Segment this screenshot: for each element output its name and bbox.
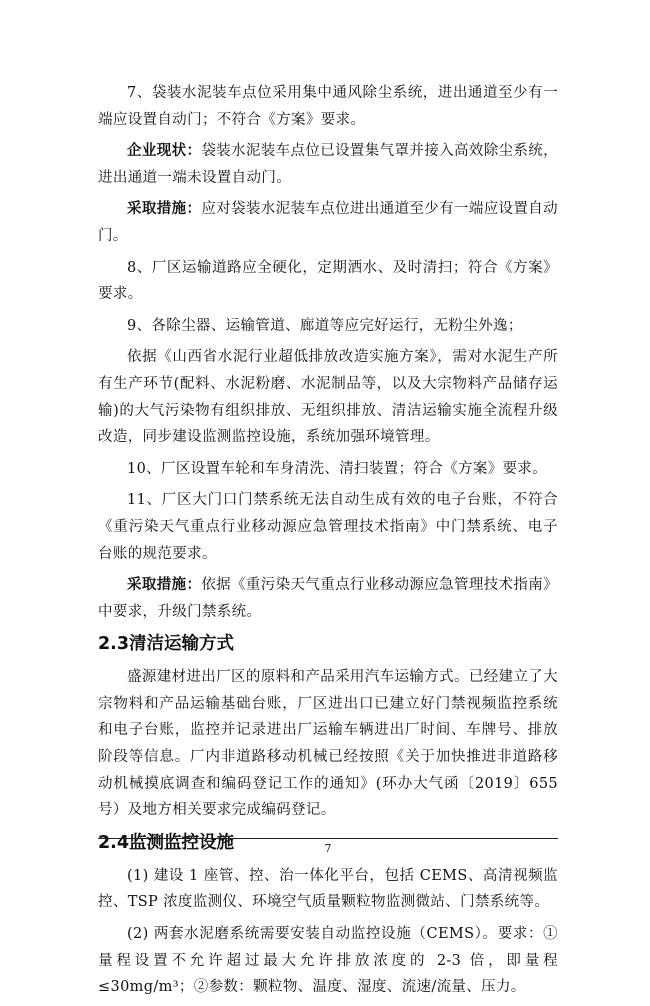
measures-label: 采取措施： [127, 576, 202, 594]
paragraph-measures-2 [98, 572, 558, 625]
page-number: 7 [324, 842, 332, 855]
paragraph-measures-1 [98, 196, 558, 249]
paragraph-item-9: 9、各除尘器、运输管道、廊道等应完好运行，无粉尘外逸； [127, 317, 523, 334]
page-content [98, 80, 558, 1006]
section-heading-2-4: 2.4监测监控设施 [98, 832, 235, 853]
measures-text: 应对袋装水泥装车点位进出通道至少有一端应设置自动门。 [98, 201, 558, 244]
paragraph-basis: 依据《山西省水泥行业超低排放改造实施方案》，需对水泥生产所有生产环节(配料、水泥粉磨、水泥制品等，以及大宗物料产品储存运输)的大气污染物有组织排放、无组织排放、清洁运输实施全流程升级改造，同步建设监测监控设施，系统加强环境管理。 [98, 349, 558, 446]
footer-divider [98, 838, 558, 839]
paragraph-item-7: 7、袋装水泥装车点位采用集中通风除尘系统，进出通道至少有一端应设置自动门；不符合《方案》要求。 [98, 85, 558, 128]
paragraph-company-status [98, 138, 558, 191]
measures-label: 采取措施： [127, 200, 202, 218]
list-item-2: (2) 两套水泥磨系统需要安装自动监控设施（CEMS）。要求：①量程设置不允许超过最大允许排放浓度的 2-3 倍，即量程≤30mg/m³；②参数：颗粒物、温度、湿度、流速/流量、压力。 [98, 926, 558, 996]
paragraph-item-8: 8、厂区运输道路应全硬化，定期洒水、及时清扫；符合《方案》要求。 [98, 259, 558, 303]
company-status-text: 袋装水泥装车点位已设置集气罩并接入高效除尘系统，进出通道一端未设置自动门。 [98, 143, 558, 186]
list-item-1: (1) 建设 1 座管、控、治一体化平台，包括 CEMS、高清视频监控、TSP 浓度监测仪、环境空气质量颗粒物监测微站、门禁系统等。 [98, 867, 558, 911]
company-status-label: 企业现状： [127, 142, 202, 160]
measures-text: 依据《重污染天气重点行业移动源应急管理技术指南》中要求，升级门禁系统。 [98, 577, 558, 620]
paragraph-item-11: 11、厂区大门口门禁系统无法自动生成有效的电子台账，不符合《重污染天气重点行业移动源应急管理技术指南》中门禁系统、电子台账的规范要求。 [98, 492, 558, 562]
section-heading-2-3: 2.3清洁运输方式 [98, 634, 235, 655]
paragraph-item-10: 10、厂区设置车轮和车身清洗、清扫装置；符合《方案》要求。 [127, 460, 548, 477]
section-2-3-body: 盛源建材进出厂区的原料和产品采用汽车运输方式。已经建立了大宗物料和产品运输基础台账，厂区进出口已建立好门禁视频监控系统和电子台账，监控并记录进出厂运输车辆进出厂时间、车牌号、排放阶段等信息。厂内非道路移动机械已经按照《关于加快推进非道路移动机械摸底调查和编码登记工作的通知》(环办大气函〔2019〕655 号）及地方相关要求完成编码登记。 [98, 669, 558, 819]
